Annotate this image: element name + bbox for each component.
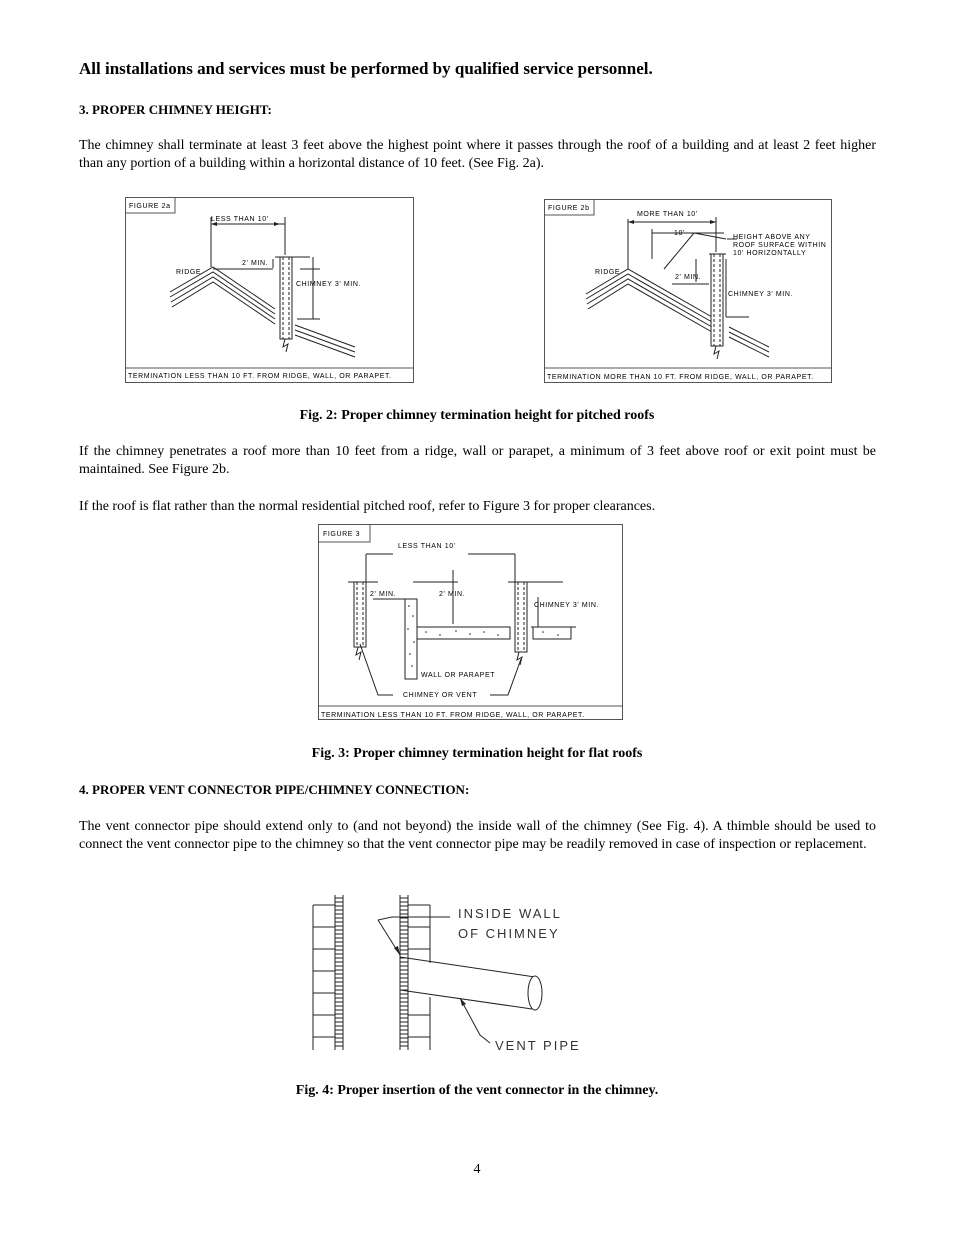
figure-3-caption: Fig. 3: Proper chimney termination height for flat roofs xyxy=(311,746,643,761)
figure-4-vent-pipe: VENT PIPE xyxy=(495,1038,581,1053)
figure-4-inside-line-2: OF CHIMNEY xyxy=(458,926,560,941)
figure-3-termination: TERMINATION LESS THAN 10 FT. FROM RIDGE, WALL, OR PARAPET. xyxy=(321,712,585,719)
figure-2b-two-min: 2' MIN. xyxy=(675,274,702,281)
section-3-paragraph-1: The chimney shall terminate at least 3 feet above the highest point where it passes through the roof of a building and at least 2 feet higher than any portion of a building within a horizontal distance of 10 feet. (See Fig. 2a). xyxy=(79,138,876,171)
figure-3-wall: WALL OR PARAPET xyxy=(421,672,496,679)
figure-4-diagram xyxy=(310,895,580,1055)
figure-4-caption: Fig. 4: Proper insertion of the vent connector in the chimney. xyxy=(295,1083,659,1098)
figure-2a-less-than: LESS THAN 10' xyxy=(211,216,269,223)
figure-2b-height-line-3: 10' HORIZONTALLY xyxy=(733,250,807,257)
figure-2b-height-line-2: ROOF SURFACE WITHIN xyxy=(733,242,827,249)
figure-3-two-min-mid: 2' MIN. xyxy=(439,591,466,598)
figure-2a-label: FIGURE 2a xyxy=(129,203,171,210)
section-3-paragraph-3: If the roof is flat rather than the normal residential pitched roof, refer to Figure 3 for proper clearances. xyxy=(79,499,656,514)
page-number: 4 xyxy=(473,1162,481,1177)
figure-3-less-than: LESS THAN 10' xyxy=(398,543,456,550)
figure-2b-more-than: MORE THAN 10' xyxy=(637,211,698,218)
figure-2a-termination: TERMINATION LESS THAN 10 FT. FROM RIDGE, WALL, OR PARAPET. xyxy=(128,373,392,380)
section-3-paragraph-2: If the chimney penetrates a roof more than 10 feet from a ridge, wall or parapet, a minimum of 3 feet above roof or exit point must be maintained. See Figure 2b. xyxy=(79,444,876,477)
section-3-title: 3. PROPER CHIMNEY HEIGHT: xyxy=(79,102,272,117)
figure-3-label: FIGURE 3 xyxy=(323,531,361,538)
figure-3-two-min-left: 2' MIN. xyxy=(370,591,397,598)
section-4-paragraph-1: The vent connector pipe should extend only to (and not beyond) the inside wall of the chimney (See Fig. 4). A thimble should be used to connect the vent connector pipe to the chimney so that the vent connector pipe may be readily removed in case of inspection or replacement. xyxy=(79,819,876,852)
page-heading: All installations and services must be performed by qualified service personnel. xyxy=(79,59,653,78)
figure-2a-diagram xyxy=(125,197,415,385)
figure-2a-chimney-min: CHIMNEY 3' MIN. xyxy=(296,281,362,288)
figure-2a-two-min: 2' MIN. xyxy=(242,260,269,267)
figure-2b-chimney-min: CHIMNEY 3' MIN. xyxy=(728,291,794,298)
figure-3-chimney-vent: CHIMNEY OR VENT xyxy=(403,692,478,699)
figure-2b-termination: TERMINATION MORE THAN 10 FT. FROM RIDGE, WALL, OR PARAPET. xyxy=(547,374,814,381)
figure-2b-ten: 10' xyxy=(674,230,685,237)
figure-4-inside-line-1: INSIDE WALL xyxy=(458,906,562,921)
section-4-title: 4. PROPER VENT CONNECTOR PIPE/CHIMNEY CONNECTION: xyxy=(79,782,470,797)
figure-2b-height-line-1: HEIGHT ABOVE ANY xyxy=(733,234,811,241)
figure-2-caption: Fig. 2: Proper chimney termination height for pitched roofs xyxy=(299,408,655,423)
figure-2b-diagram xyxy=(544,199,834,385)
figure-2b-label: FIGURE 2b xyxy=(548,205,590,212)
figure-2b-ridge: RIDGE xyxy=(595,269,621,276)
figure-3-diagram xyxy=(318,524,624,722)
figure-2a-ridge: RIDGE xyxy=(176,269,202,276)
figure-3-chimney-min: CHIMNEY 3' MIN. xyxy=(534,602,600,609)
